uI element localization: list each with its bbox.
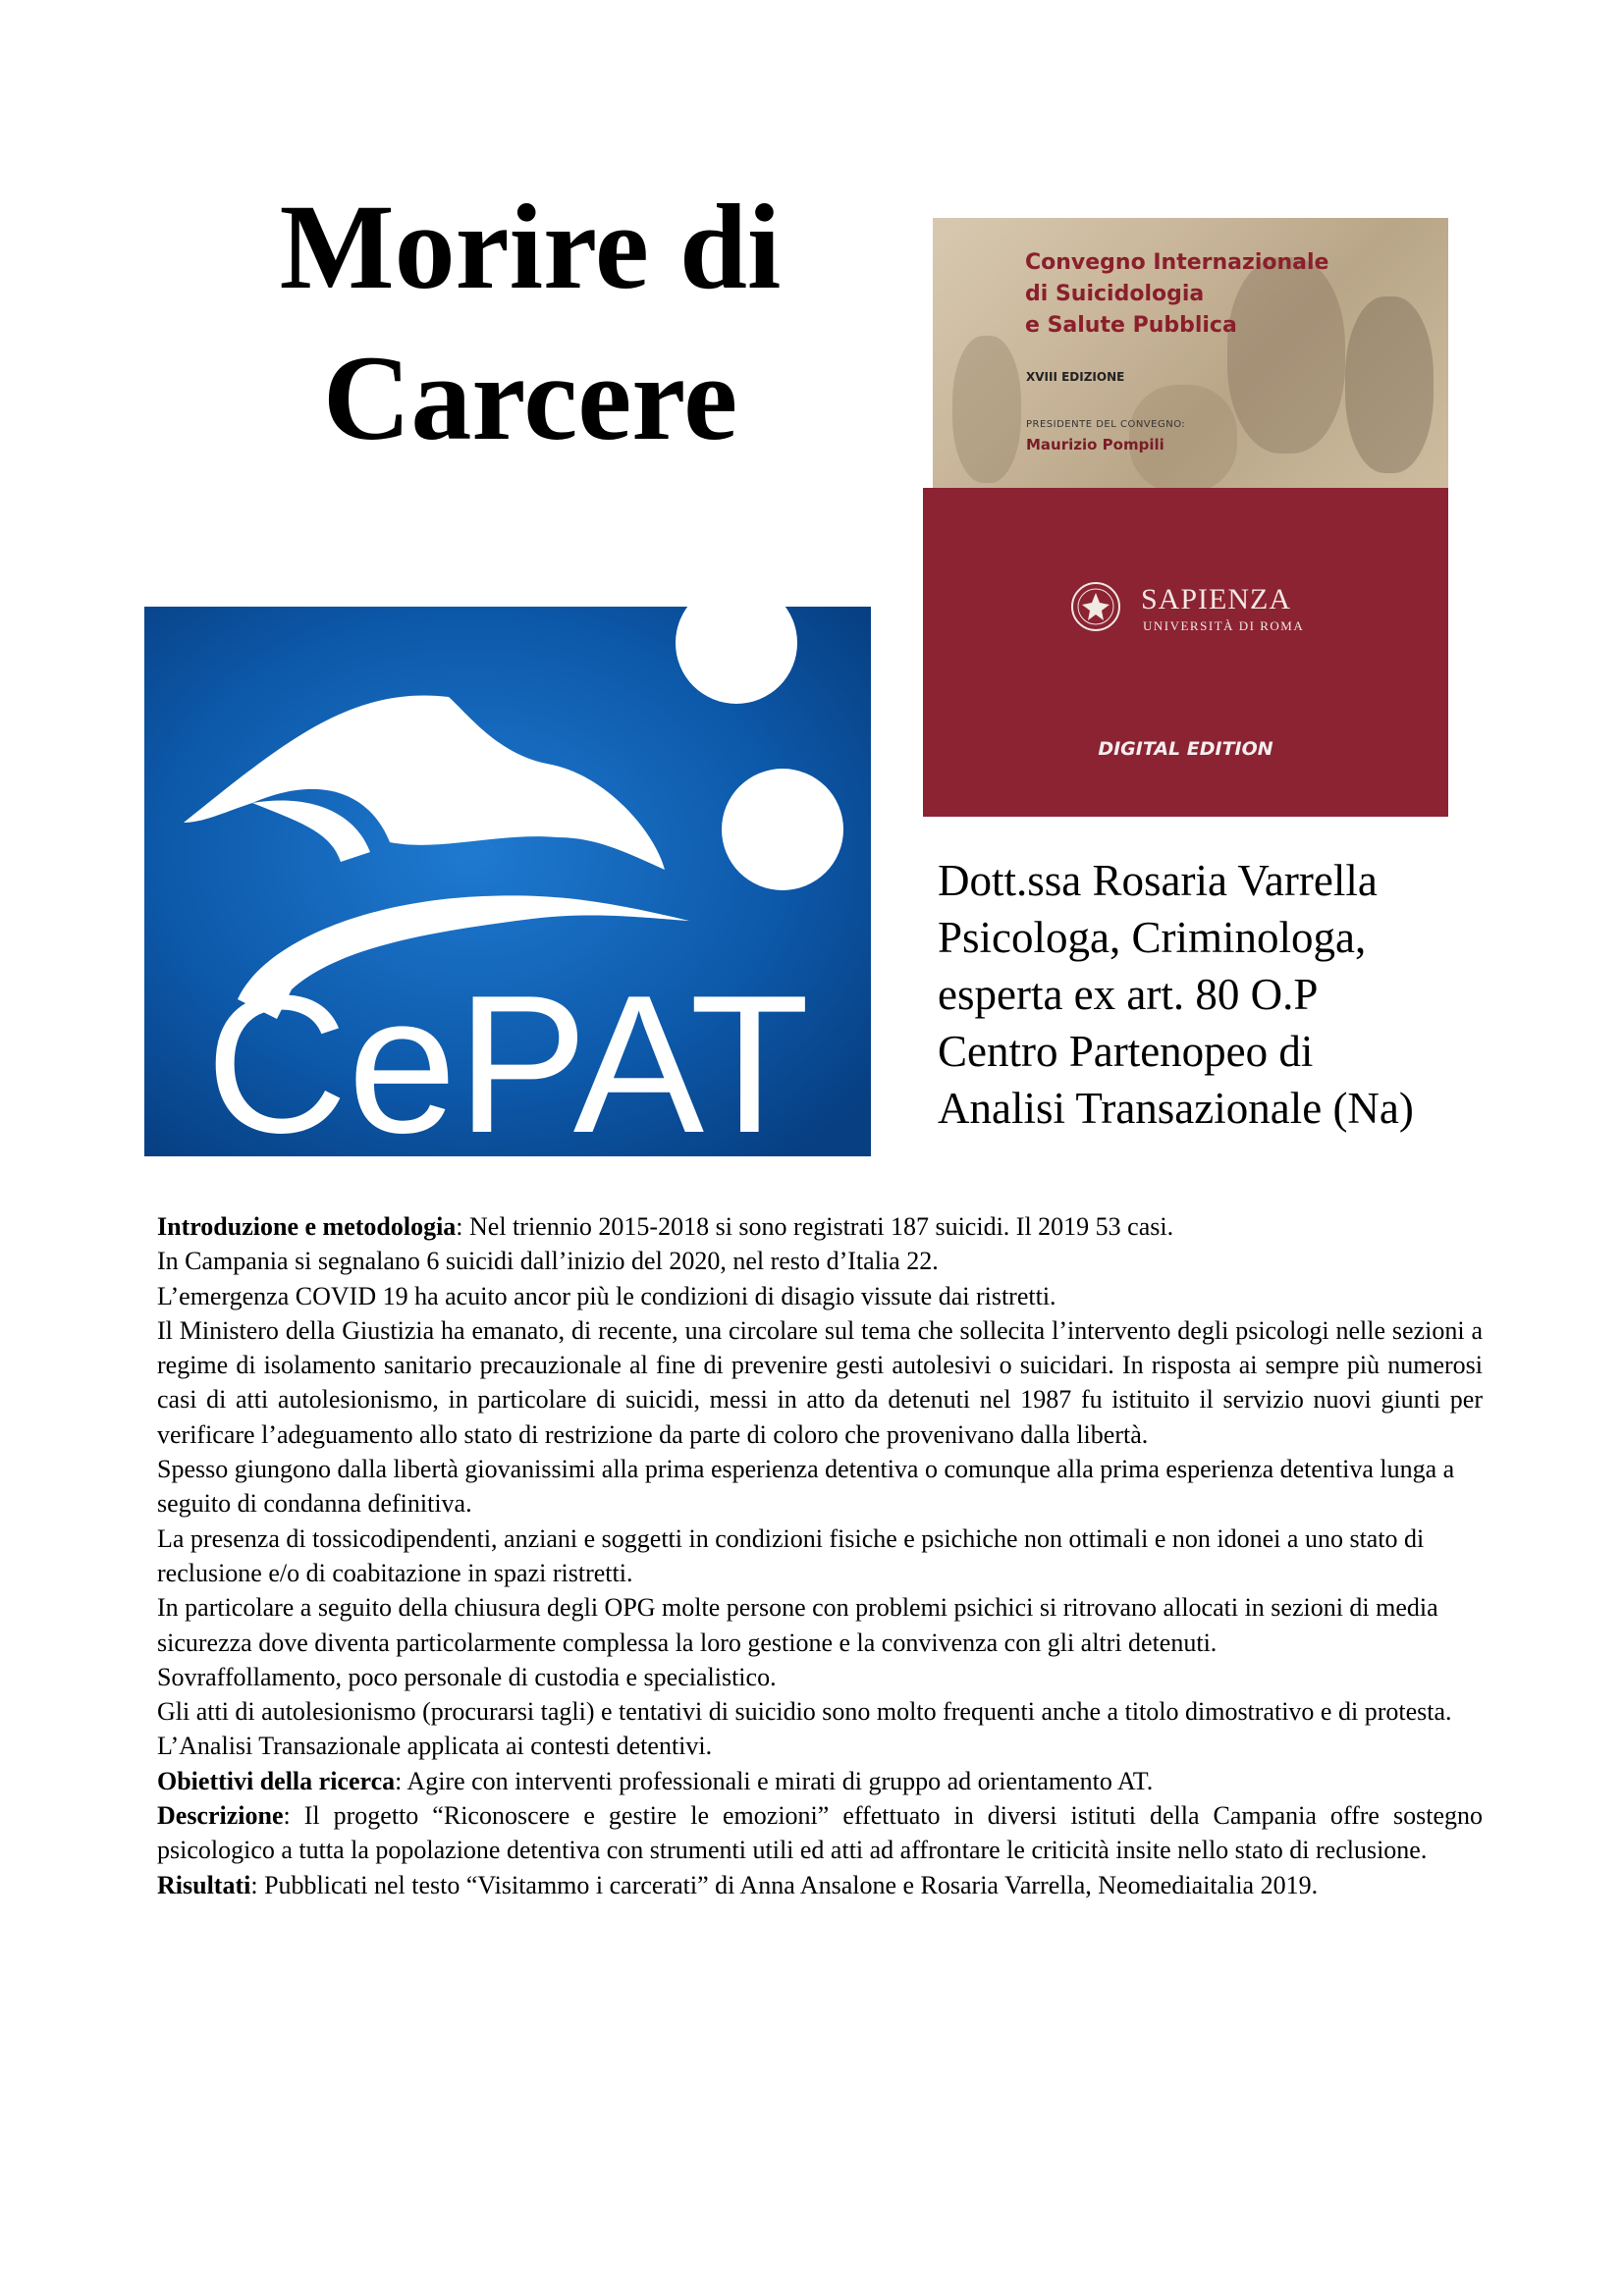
description-label: Descrizione xyxy=(157,1801,284,1831)
description-paragraph xyxy=(157,1798,1483,1868)
cover-heading-line-3: e Salute Pubblica xyxy=(1025,313,1237,338)
description-text: : Il progetto “Riconoscere e gestire le emozioni” effettuato in diversi istituti della Campania offre sostegno psicologico a tutta la popolazione detentiva con strumenti utili ed atti ad affrontare le criticità insite nello stato di reclusione. xyxy=(157,1801,1483,1865)
author-affiliation-1: Centro Partenopeo di xyxy=(938,1027,1314,1076)
paragraph: L’emergenza COVID 19 ha acuito ancor più le condizioni di disagio vissute dai ristretti. xyxy=(157,1281,1056,1310)
cover-president-name: Maurizio Pompili xyxy=(1026,436,1164,454)
university-name: SAPIENZA xyxy=(1141,583,1292,615)
author-name: Dott.ssa Rosaria Varrella xyxy=(938,856,1378,905)
digital-edition-label: DIGITAL EDITION xyxy=(1098,738,1273,760)
cover-heading-line-2: di Suicidologia xyxy=(1025,282,1205,306)
paragraph: La presenza di tossicodipendenti, anziani e soggetti in condizioni fisiche e psichiche non ottimali e non idonei a uno stato di reclusione e/o di coabitazione in spazi ristretti. xyxy=(157,1523,1425,1587)
book-cover xyxy=(923,218,1448,817)
sapienza-seal-icon xyxy=(1070,581,1121,632)
cover-heading xyxy=(1025,247,1418,342)
cepat-logo xyxy=(144,607,871,1156)
author-affiliation-2: Analisi Transazionale (Na) xyxy=(938,1084,1414,1133)
author-expertise: esperta ex art. 80 O.P xyxy=(938,970,1319,1019)
logo-text: CePAT xyxy=(205,955,810,1156)
paragraph: In Campania si segnalano 6 suicidi dall’inizio del 2020, nel resto d’Italia 22. xyxy=(157,1247,939,1276)
intro-text: : Nel triennio 2015-2018 si sono registrati 187 suicidi. Il 2019 53 casi. xyxy=(456,1212,1174,1241)
title-line-2: Carcere xyxy=(322,331,738,465)
title-line-1: Morire di xyxy=(279,180,782,314)
cover-president-label: PRESIDENTE DEL CONVEGNO: xyxy=(1026,419,1186,430)
paragraph: Il Ministero della Giustizia ha emanato, di recente, una circolare sul tema che sollecita l’intervento degli psicologi nelle sezioni a regime di isolamento sanitario precauzionale al fine di prevenire gesti autolesivi o suicidari. In risposta ai sempre più numerosi casi di atti autolesionismo, in particolare di suicidi, messi in atto da detenuti nel 1987 fu istituito il servizio nuovi giunti per verificare l’adeguamento allo stato di restrizione da parte di coloro che provenivano dalla libertà. xyxy=(157,1315,1483,1449)
paragraph: Gli atti di autolesionismo (procurarsi tagli) e tentativi di suicidio sono molto frequenti anche a titolo dimostrativo e di protesta. L’Analisi Transazionale applicata ai contesti detentivi. xyxy=(157,1697,1452,1761)
paragraph: Spesso giungono dalla libertà giovanissimi alla prima esperienza detentiva o comunque alla prima esperienza detentiva lunga a seguito di condanna definitiva. xyxy=(157,1455,1455,1519)
abstract-body xyxy=(157,1209,1483,1902)
objectives-label: Obiettivi della ricerca xyxy=(157,1766,396,1795)
cover-burgundy-panel xyxy=(923,488,1448,817)
fresco-figure xyxy=(952,336,1021,483)
cover-heading-line-1: Convegno Internazionale xyxy=(1025,250,1329,275)
university-subtitle: UNIVERSITÀ DI ROMA xyxy=(1143,618,1305,633)
intro-paragraph xyxy=(157,1209,1483,1244)
cover-edition: XVIII EDIZIONE xyxy=(1026,370,1125,384)
paragraph: Sovraffollamento, poco personale di custodia e specialistico. xyxy=(157,1662,777,1691)
results-paragraph xyxy=(157,1868,1483,1902)
results-text: : Pubblicati nel testo “Visitammo i carcerati” di Anna Ansalone e Rosaria Varrella, Neomediaitalia 2019. xyxy=(250,1870,1319,1899)
cover-fresco-panel xyxy=(933,218,1448,488)
author-block xyxy=(938,852,1566,1137)
page-title xyxy=(196,172,864,474)
author-role: Psicologa, Criminologa, xyxy=(938,913,1367,962)
paragraph: In particolare a seguito della chiusura degli OPG molte persone con problemi psichici si ritrovano allocati in sezioni di media sicurezza dove diventa particolarmente complessa la loro gestione e la convivenza con gli altri detenuti. xyxy=(157,1593,1438,1657)
objectives-paragraph xyxy=(157,1764,1483,1798)
intro-label: Introduzione e metodologia xyxy=(157,1212,457,1241)
objectives-text: : Agire con interventi professionali e mirati di gruppo ad orientamento AT. xyxy=(395,1766,1154,1795)
results-label: Risultati xyxy=(157,1870,251,1899)
